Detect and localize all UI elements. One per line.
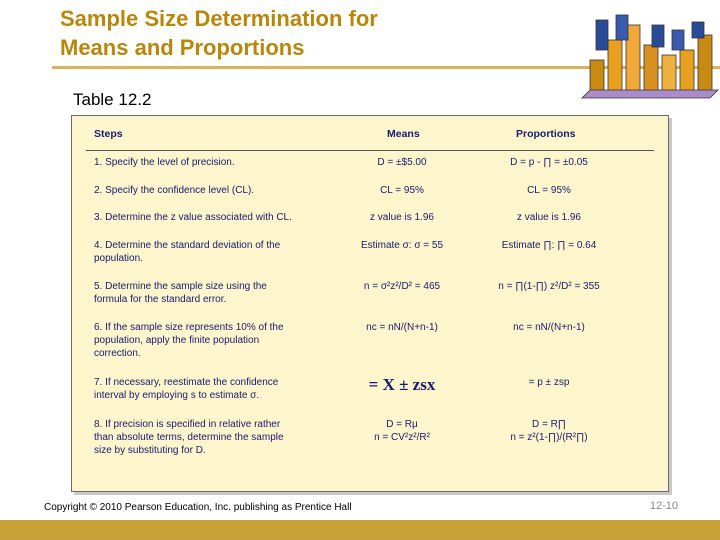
means-value: nc = nN/(N+n-1) <box>366 322 438 333</box>
step-text: 6. If the sample size represents 10% of the <box>94 322 284 333</box>
proportions-value: n = z²(1-∏)/(R²∏) <box>510 432 588 443</box>
proportions-value: Estimate ∏: ∏ = 0.64 <box>501 240 597 251</box>
means-value: D = ±$5.00 <box>377 157 427 168</box>
proportions-value: D = p - ∏ = ±0.05 <box>510 157 588 168</box>
proportions-value: z value is 1.96 <box>517 212 581 223</box>
proportions-value: nc = nN/(N+n-1) <box>513 322 585 333</box>
proportions-value: CL = 95% <box>527 185 571 196</box>
slide-title <box>60 4 500 62</box>
bottom-bar <box>0 520 720 540</box>
step-text: than absolute terms, determine the sample <box>94 432 284 443</box>
step-text: formula for the standard error. <box>94 294 227 305</box>
step-text: 7. If necessary, reestimate the confidence <box>94 377 279 388</box>
step-text: 4. Determine the standard deviation of the <box>94 240 281 251</box>
step-text: 3. Determine the z value associated with CL. <box>94 212 292 223</box>
title-line-1: Sample Size Determination for <box>60 6 378 31</box>
step-text: 2. Specify the confidence level (CL). <box>94 185 255 196</box>
copyright-footer: Copyright © 2010 Pearson Education, Inc. publishing as Prentice Hall <box>44 502 352 513</box>
means-value: z value is 1.96 <box>370 212 434 223</box>
header-means: Means <box>387 128 420 140</box>
header-divider <box>86 150 654 151</box>
step-text: 5. Determine the sample size using the <box>94 281 267 292</box>
means-value: D = Rμ <box>386 419 418 430</box>
header-proportions: Proportions <box>516 128 576 140</box>
means-value: n = σ²z²/D² = 465 <box>363 281 441 292</box>
proportions-value: n = ∏(1-∏) z²/D² = 355 <box>498 281 600 292</box>
step-text: size by substituting for D. <box>94 445 206 456</box>
title-line-2: Means and Proportions <box>60 35 305 60</box>
means-value: CL = 95% <box>380 185 424 196</box>
table-caption: Table 12.2 <box>73 90 152 109</box>
means-value: Estimate σ: σ = 55 <box>360 240 444 251</box>
means-formula: = X ± zsx <box>368 375 436 394</box>
bar-blocks-logo-icon <box>560 0 720 110</box>
step-text: interval by employing s to estimate σ. <box>94 390 260 401</box>
step-text: population. <box>94 253 143 264</box>
proportions-value: = p ± zsp <box>528 377 570 388</box>
header-steps: Steps <box>94 128 123 140</box>
proportions-value: D = R∏ <box>531 419 567 430</box>
step-text: correction. <box>94 348 141 359</box>
step-text: 1. Specify the level of precision. <box>94 157 235 168</box>
step-text: population, apply the finite population <box>94 335 260 346</box>
sample-size-table <box>71 115 669 492</box>
page-number: 12-10 <box>649 500 678 512</box>
step-text: 8. If precision is specified in relative rather <box>94 419 281 430</box>
means-value: n = CV²z²/R² <box>374 432 430 443</box>
